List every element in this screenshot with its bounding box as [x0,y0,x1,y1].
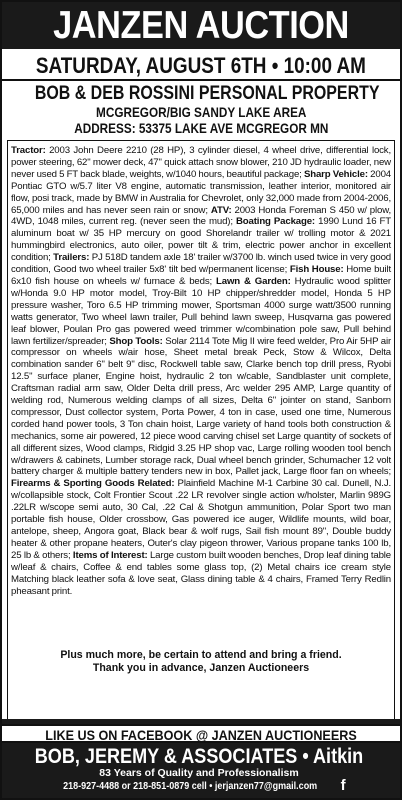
listing-label: Firearms & Sporting Goods Related: [11,478,175,490]
listing-label: Boating Package: [236,216,315,228]
listing-text [11,145,391,597]
listing-description: Hydraulic wood splitter w/Honda 9.0 HP motor model, Troy-Bilt 10 HP chipper/shredder model, Honda 5 HP pressure washer, Toro 6.5 HP trimming mower, Sportsman 4000 surge watt/3500 running watts generator, Two wheel lawn trailer, Pull behind lawn sweep, Husqvarna gas powered leaf blower, Poulan Pro gas powered weed trimmer w/combination pole saw, Pull behind lawn fertilizer/spreader; [11,275,391,347]
auction-title: JANZEN AUCTION [2,2,400,49]
listing-description: Solar 2114 Tote Mig II wire feed welder, Pro Air 5HP air compressor on wheels w/air hose, Sheet metal break Peck, Stow & Wilcox, Delta combination sander 6" belt 9" disc, Rockwell table saw, Clarke bench top drill press, Ryobi 12.5" surface planer, Engine hoist, hydraulic 2 ton w/cable, Sandblaster unit complete, Craftsman radial arm saw, Older Delta drill press, Arc welder 295 AMP, Large quantity of welding rod, Numerous welding clamps of all sizes, Delta 6" jointer on stand, Sanborn compressor, Dust collector system, Porta Power, 4 ton in case, used one time, Numerous corded hand power tools, 3 Ton chain hoist, Large variety of hand tools both construction & mechanics, some air powered, 12 piece wood carving chisel set Large quantity of sockets of all different sizes, Wood clamps, Ridgid 3.25 HP shop vac, Large rolling wooden tool bench w/drawers & cabinets, Lumber storage rack, Dual wheel bench grinder, Schumacher 12 volt battery charger & multiple battery tenders new in box, Pallet jack, Large floor fan on wheels; [11,335,392,478]
listing-description: PJ 518D tandem axle 18' trailer w/3700 lb. winch used twice in very good condition, Good two wheel trailer 5x8' tilt bed w/permanent license; [11,252,391,276]
listing-description: 2004 Pontiac GTO w/5.7 liter V8 engine, automatic transmission, leather interior, monitored air flow, posi track, made by BMW in Australia for Chevrolet, only 32,000 made from 2004-2006, 65,000 miles and has never seen rain or snow; [11,168,391,216]
listing-label: Items of Interest: [72,549,148,561]
sale-owner: BOB & DEB ROSSINI PERSONAL PROPERTY [34,83,380,104]
listing-label: ATV: [210,204,232,216]
sale-area: MCGREGOR/BIG SANDY LAKE AREA [95,104,307,120]
listing-description: 2003 Honda Foreman S 450 w/ plow, 4WD, 1048 miles, current reg. (never seen the mud); [11,204,391,228]
listing-description: Large custom built wooden benches, Drop leaf dining table w/leaf & chairs, Coffee & end tables some glass top, (2) Metal chairs ice cream style Matching black leather sofa & love seat, Glass dining table & 4 chairs, Framed Terry Redlin pheasant print. [11,549,392,597]
listing-label: Tractor: [11,145,46,156]
listing-description: Plainfield Machine M-1 Carbine 30 cal. Dunell, N.J. w/collapsible stock, Colt Frontier Scout .22 LR revolver single action w/holster, Marlin 989G .22LR w/scope semi auto, 30 Cal, .22 Cal & Shotgun ammunition, Polar Sport two man portable fish house, Older crossbow, Gas powered ice auger, Wildlife mounts, wild boar, antelope, sheep, Angora goat, Black bear & wolf rugs, Sail fish mount 89", Double buddy heater & other propane heaters, Outer's clay pigeon thrower, Various propane tanks 100 lb, 25 lb & others; [11,478,392,561]
closing-note [8,649,394,674]
listing-description: 2003 John Deere 2210 (28 HP), 3 cylinder diesel, 4 wheel drive, differential lock, power steering, 62" mower deck, 47" quick attach snow blower, 210 JD hydraulic loader, new never used 5 FT back blade, weights, w/1040 hours, beautiful package; [11,145,391,180]
listing-label: Shop Tools: [109,335,163,347]
facebook-line: LIKE US ON FACEBOOK @ JANZEN AUCTIONEERS [2,724,400,743]
listing-label: Fish House: [289,264,344,276]
closing-line-1: Plus much more, be certain to attend and bring a friend. [60,649,342,661]
company-name: BOB, JEREMY & ASSOCIATES • Aitkin [34,745,364,768]
contact-line: 218-927-4488 or 218-851-0879 cell • jerjanzen77@gmail.com f [0,779,398,792]
closing-line-2: Thank you in advance, Janzen Auctioneers [92,661,310,674]
facebook-icon[interactable]: f [340,777,346,794]
sale-address: ADDRESS: 53375 LAKE AVE MCGREGOR MN [73,120,329,136]
years-line: 83 Years of Quality and Professionalism [99,767,299,779]
listing-description: 1990 Lund 16 FT aluminum boat w/ 35 HP mercury on good Shorelandr trailer w/ trolling motor & 2021 hummingbird electronics, auto oiler, power tilt & trim, electric power anchor in excellent condition; [11,216,391,264]
listing-label: Trailers: [53,252,90,264]
listing-description: Home built 6x10 fish house on wheels w/ furnace & beds; [11,264,391,287]
auction-date: SATURDAY, AUGUST 6TH • 10:00 AM [2,51,400,81]
listing-box [7,140,395,722]
listing-label: Sharp Vehicle: [303,168,368,180]
listing-label: Lawn & Garden: [216,275,291,287]
